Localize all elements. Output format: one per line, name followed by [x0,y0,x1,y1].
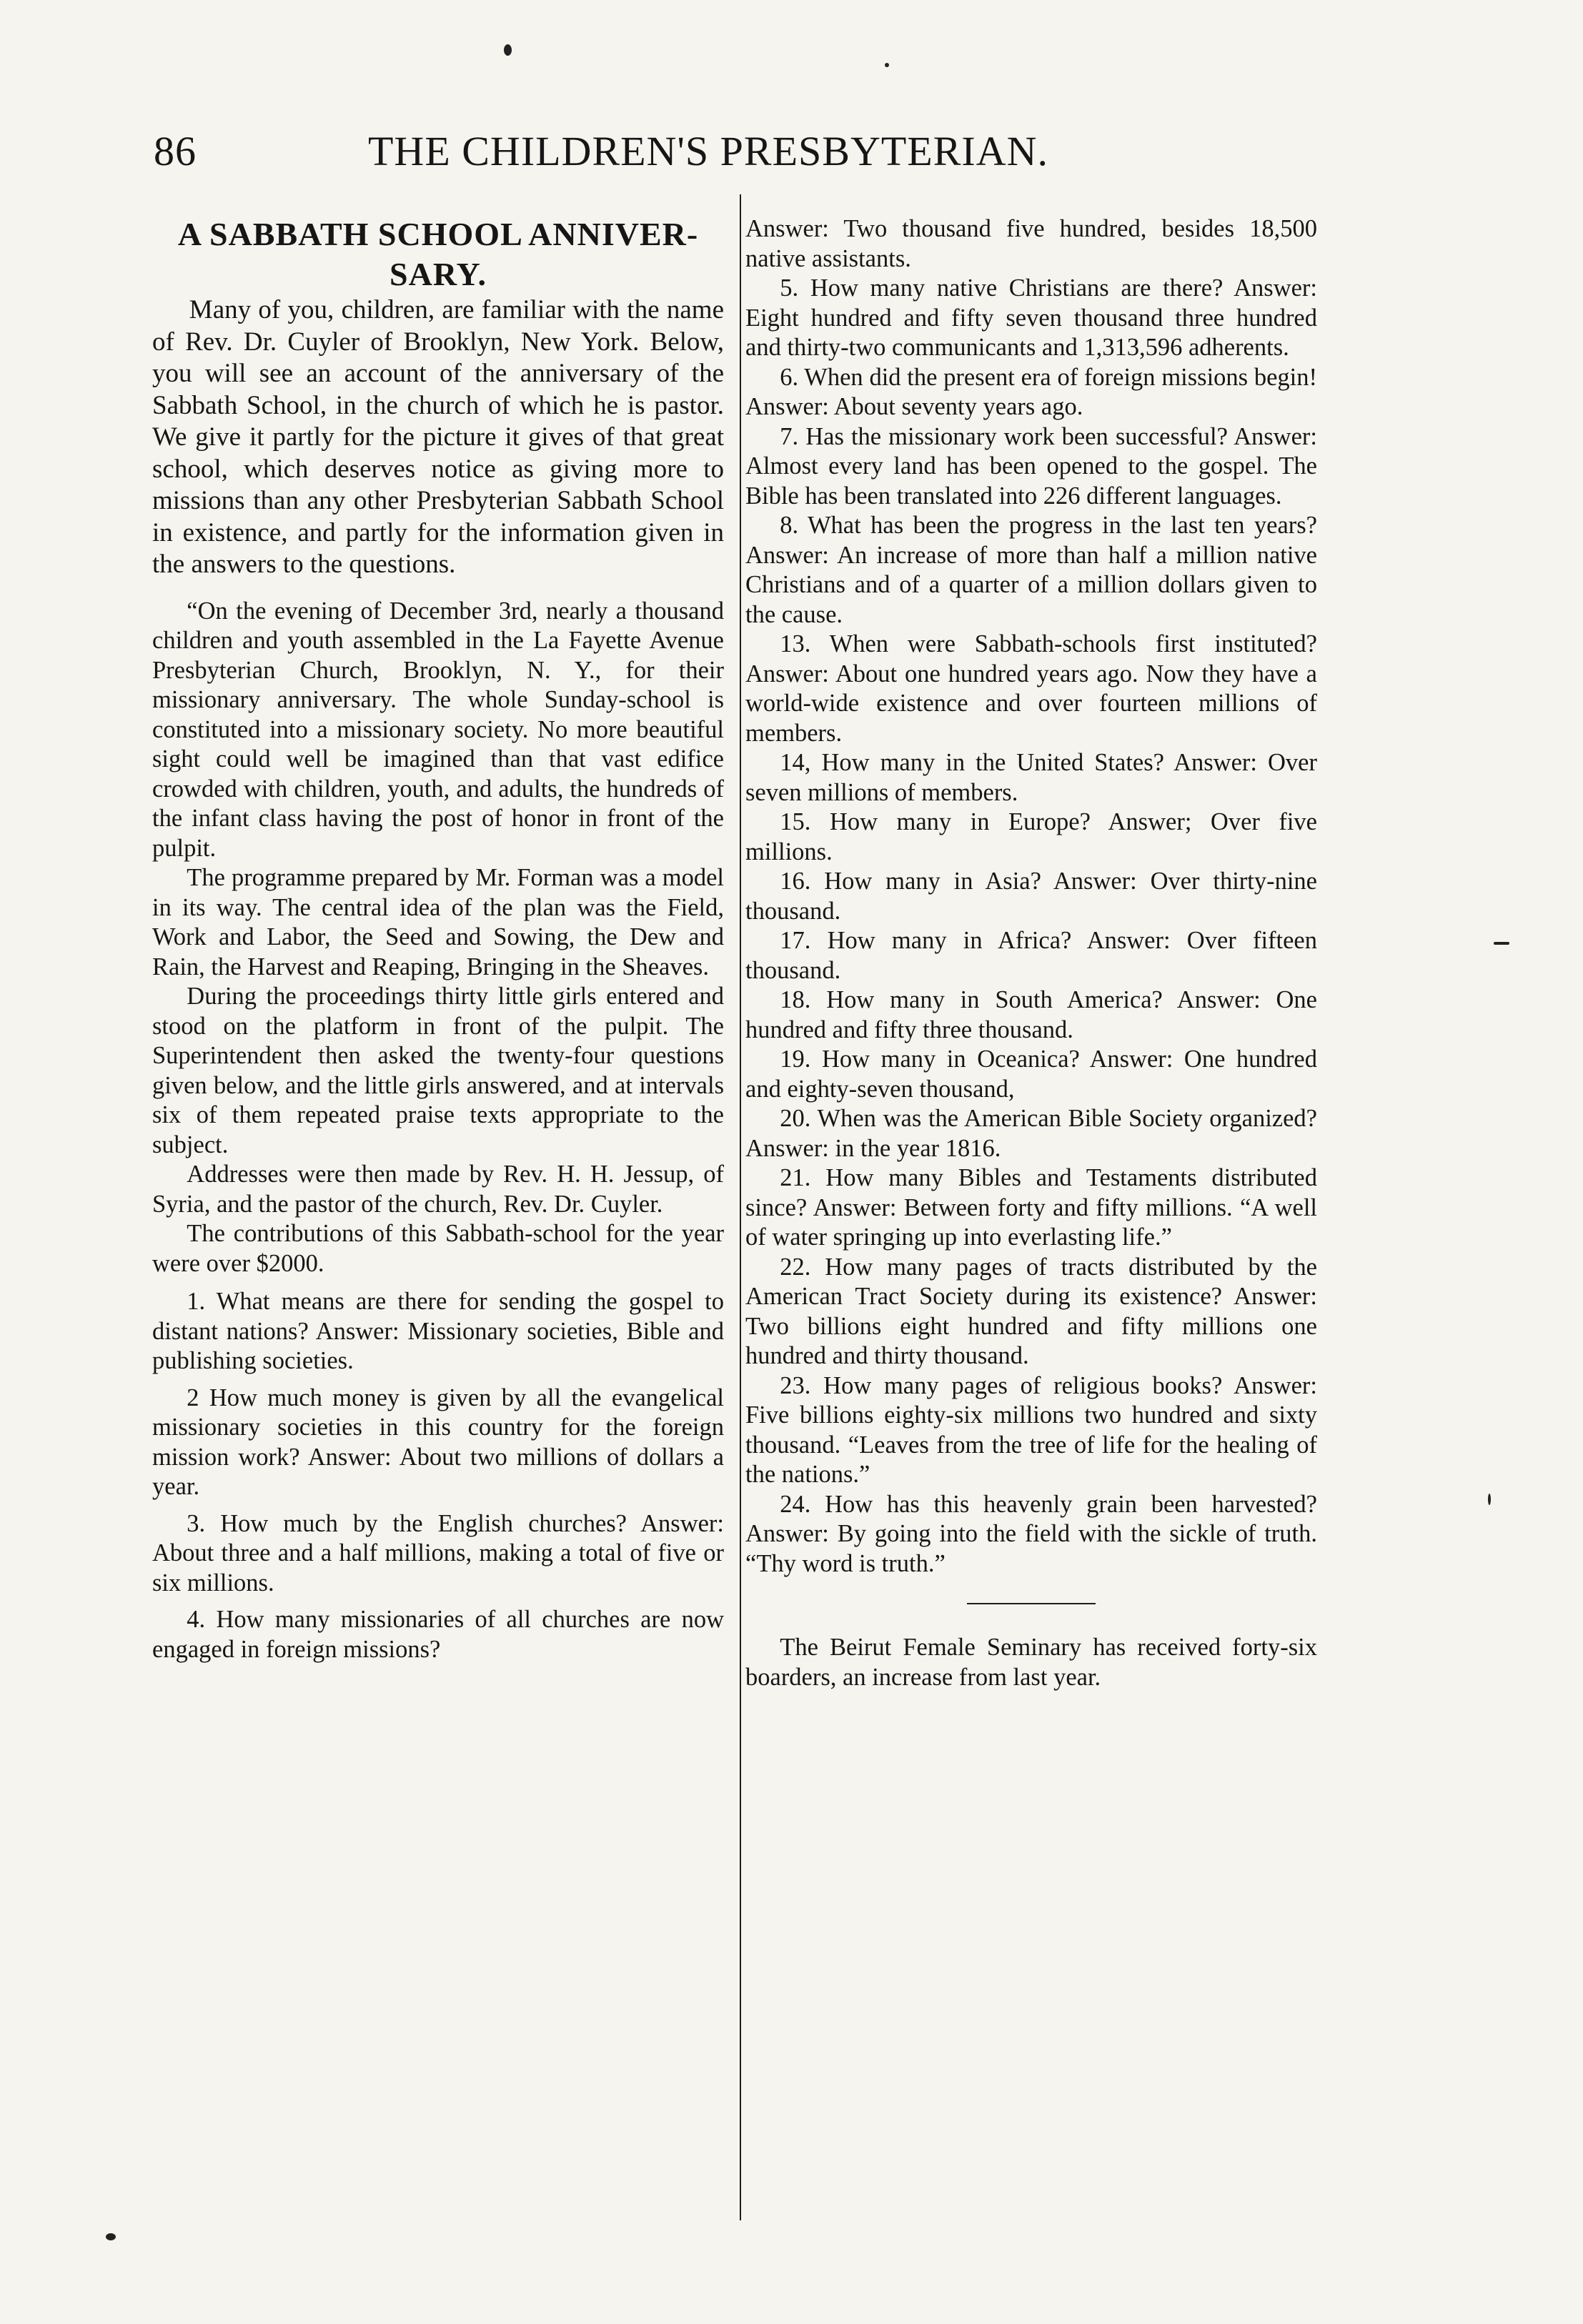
ink-speck [1494,942,1509,945]
body-paragraph: The programme prepared by Mr. Forman was a model in its way. The central idea of the plan was the Field, Work and Labor, the Seed and Sowing, the Dew and Rain, the Harvest and Reaping, Bringing in the Sheaves. [152,864,724,980]
question-answer: 1. What means are there for sending the gospel to distant nations? Answer: Missionary societies, Bible and publishing societies. [152,1288,724,1374]
question-answer: 23. How many pages of religious books? Answer: Five billions eighty-six millions two hundred and sixty thousand. “Leaves from the tree of life for the healing of the nations.” [745,1371,1317,1488]
page-number: 86 [154,128,197,174]
question-answer: 19. How many in Oceanica? Answer: One hundred and eighty-seven thousand, [745,1046,1317,1103]
question-answer: 17. How many in Africa? Answer: Over fifteen thousand. [745,927,1317,984]
news-note: The Beirut Female Seminary has received forty-six boarders, an increase from last year. [745,1634,1317,1691]
question-answer: Answer: Two thousand five hundred, besides 18,500 native assistants. [745,215,1317,272]
question-answer: 16. How many in Asia? Answer: Over thirty-nine thousand. [745,868,1317,925]
body-paragraph: “On the evening of December 3rd, nearly a thousand children and youth assembled in the La Fayette Avenue Presbyterian Church, Brooklyn, N. Y., for their missionary anniversary. The whole Sunday-school is constituted into a missionary society. No more beautiful sight could well be imagined than that vast edifice crowded with children, youth, and adults, the hundreds of the infant class having the post of honor in front of the pulpit. [152,597,724,862]
right-column [745,214,1317,1692]
question-answer: 15. How many in Europe? Answer; Over five millions. [745,808,1317,865]
body-paragraph: The contributions of this Sabbath-school for the year were over $2000. [152,1220,724,1277]
ink-speck [885,63,889,67]
question-answer: 2 How much money is given by all the evangelical missionary societies in this country for the foreign mission work? Answer: About two millions of dollars a year. [152,1384,724,1500]
running-title: THE CHILDREN'S PRESBYTERIAN. [368,128,1048,174]
ink-speck [504,44,512,56]
ink-speck [106,2233,116,2240]
intro-paragraph: Many of you, children, are familiar with the name of Rev. Dr. Cuyler of Brooklyn, New York. Below, you will see an account of the anniversary of the Sabbath School, in the church of which he is pastor. We give it partly for the picture it gives of that great school, which deserves notice as giving more to missions than any other Presbyterian Sabbath School in existence, and partly for the information given in the answers to the questions. [152,295,724,579]
ink-speck [1488,1494,1491,1505]
article-title: A SABBATH SCHOOL ANNIVER-SARY. [177,216,699,292]
column-divider [740,194,741,2220]
body-paragraph: During the proceedings thirty little girls entered and stood on the platform in front of the pulpit. The Superintendent then asked the twenty-four questions given below, and the little girls answered, and at intervals six of them repeated praise texts appropriate to the subject. [152,983,724,1158]
section-divider [967,1603,1096,1604]
question-answer: 7. Has the missionary work been successful? Answer: Almost every land has been opened to the gospel. The Bible has been translated into 226 different languages. [745,422,1317,510]
question-answer: 21. How many Bibles and Testaments distributed since? Answer: Between forty and fifty millions. “A well of water springing up into everlasting life.” [745,1164,1317,1251]
question-answer: 14, How many in the United States? Answer: Over seven millions of members. [745,749,1317,806]
question-answer: 5. How many native Christians are there? Answer: Eight hundred and fifty seven thousand three hundred and thirty-two communicants and 1,313,596 adherents. [745,274,1317,361]
body-paragraph: Addresses were then made by Rev. H. H. Jessup, of Syria, and the pastor of the church, Rev. Dr. Cuyler. [152,1161,724,1218]
question-answer: 22. How many pages of tracts distributed by the American Tract Society during its existence? Answer: Two billions eight hundred and fifty millions one hundred and thirty thousand. [745,1253,1317,1369]
question-answer: 18. How many in South America? Answer: One hundred and fifty three thousand. [745,986,1317,1043]
question-answer: 3. How much by the English churches? Answer: About three and a half millions, making a total of five or six millions. [152,1509,724,1596]
left-column [152,214,724,1672]
question-answer: 24. How has this heavenly grain been harvested? Answer: By going into the field with the sickle of truth. “Thy word is truth.” [745,1490,1317,1577]
question-answer: 6. When did the present era of foreign missions begin! Answer: About seventy years ago. [745,363,1317,420]
question-answer: 20. When was the American Bible Society organized? Answer: in the year 1816. [745,1105,1317,1162]
question-answer: 8. What has been the progress in the last ten years? Answer: An increase of more than half a million native Christians and of a quarter of a million dollars given to the cause. [745,512,1317,628]
page-header [154,127,1426,184]
question-answer: 4. How many missionaries of all churches are now engaged in foreign missions? [152,1606,724,1663]
question-answer: 13. When were Sabbath-schools first instituted? Answer: About one hundred years ago. Now they have a world-wide existence and over fourteen millions of members. [745,630,1317,747]
